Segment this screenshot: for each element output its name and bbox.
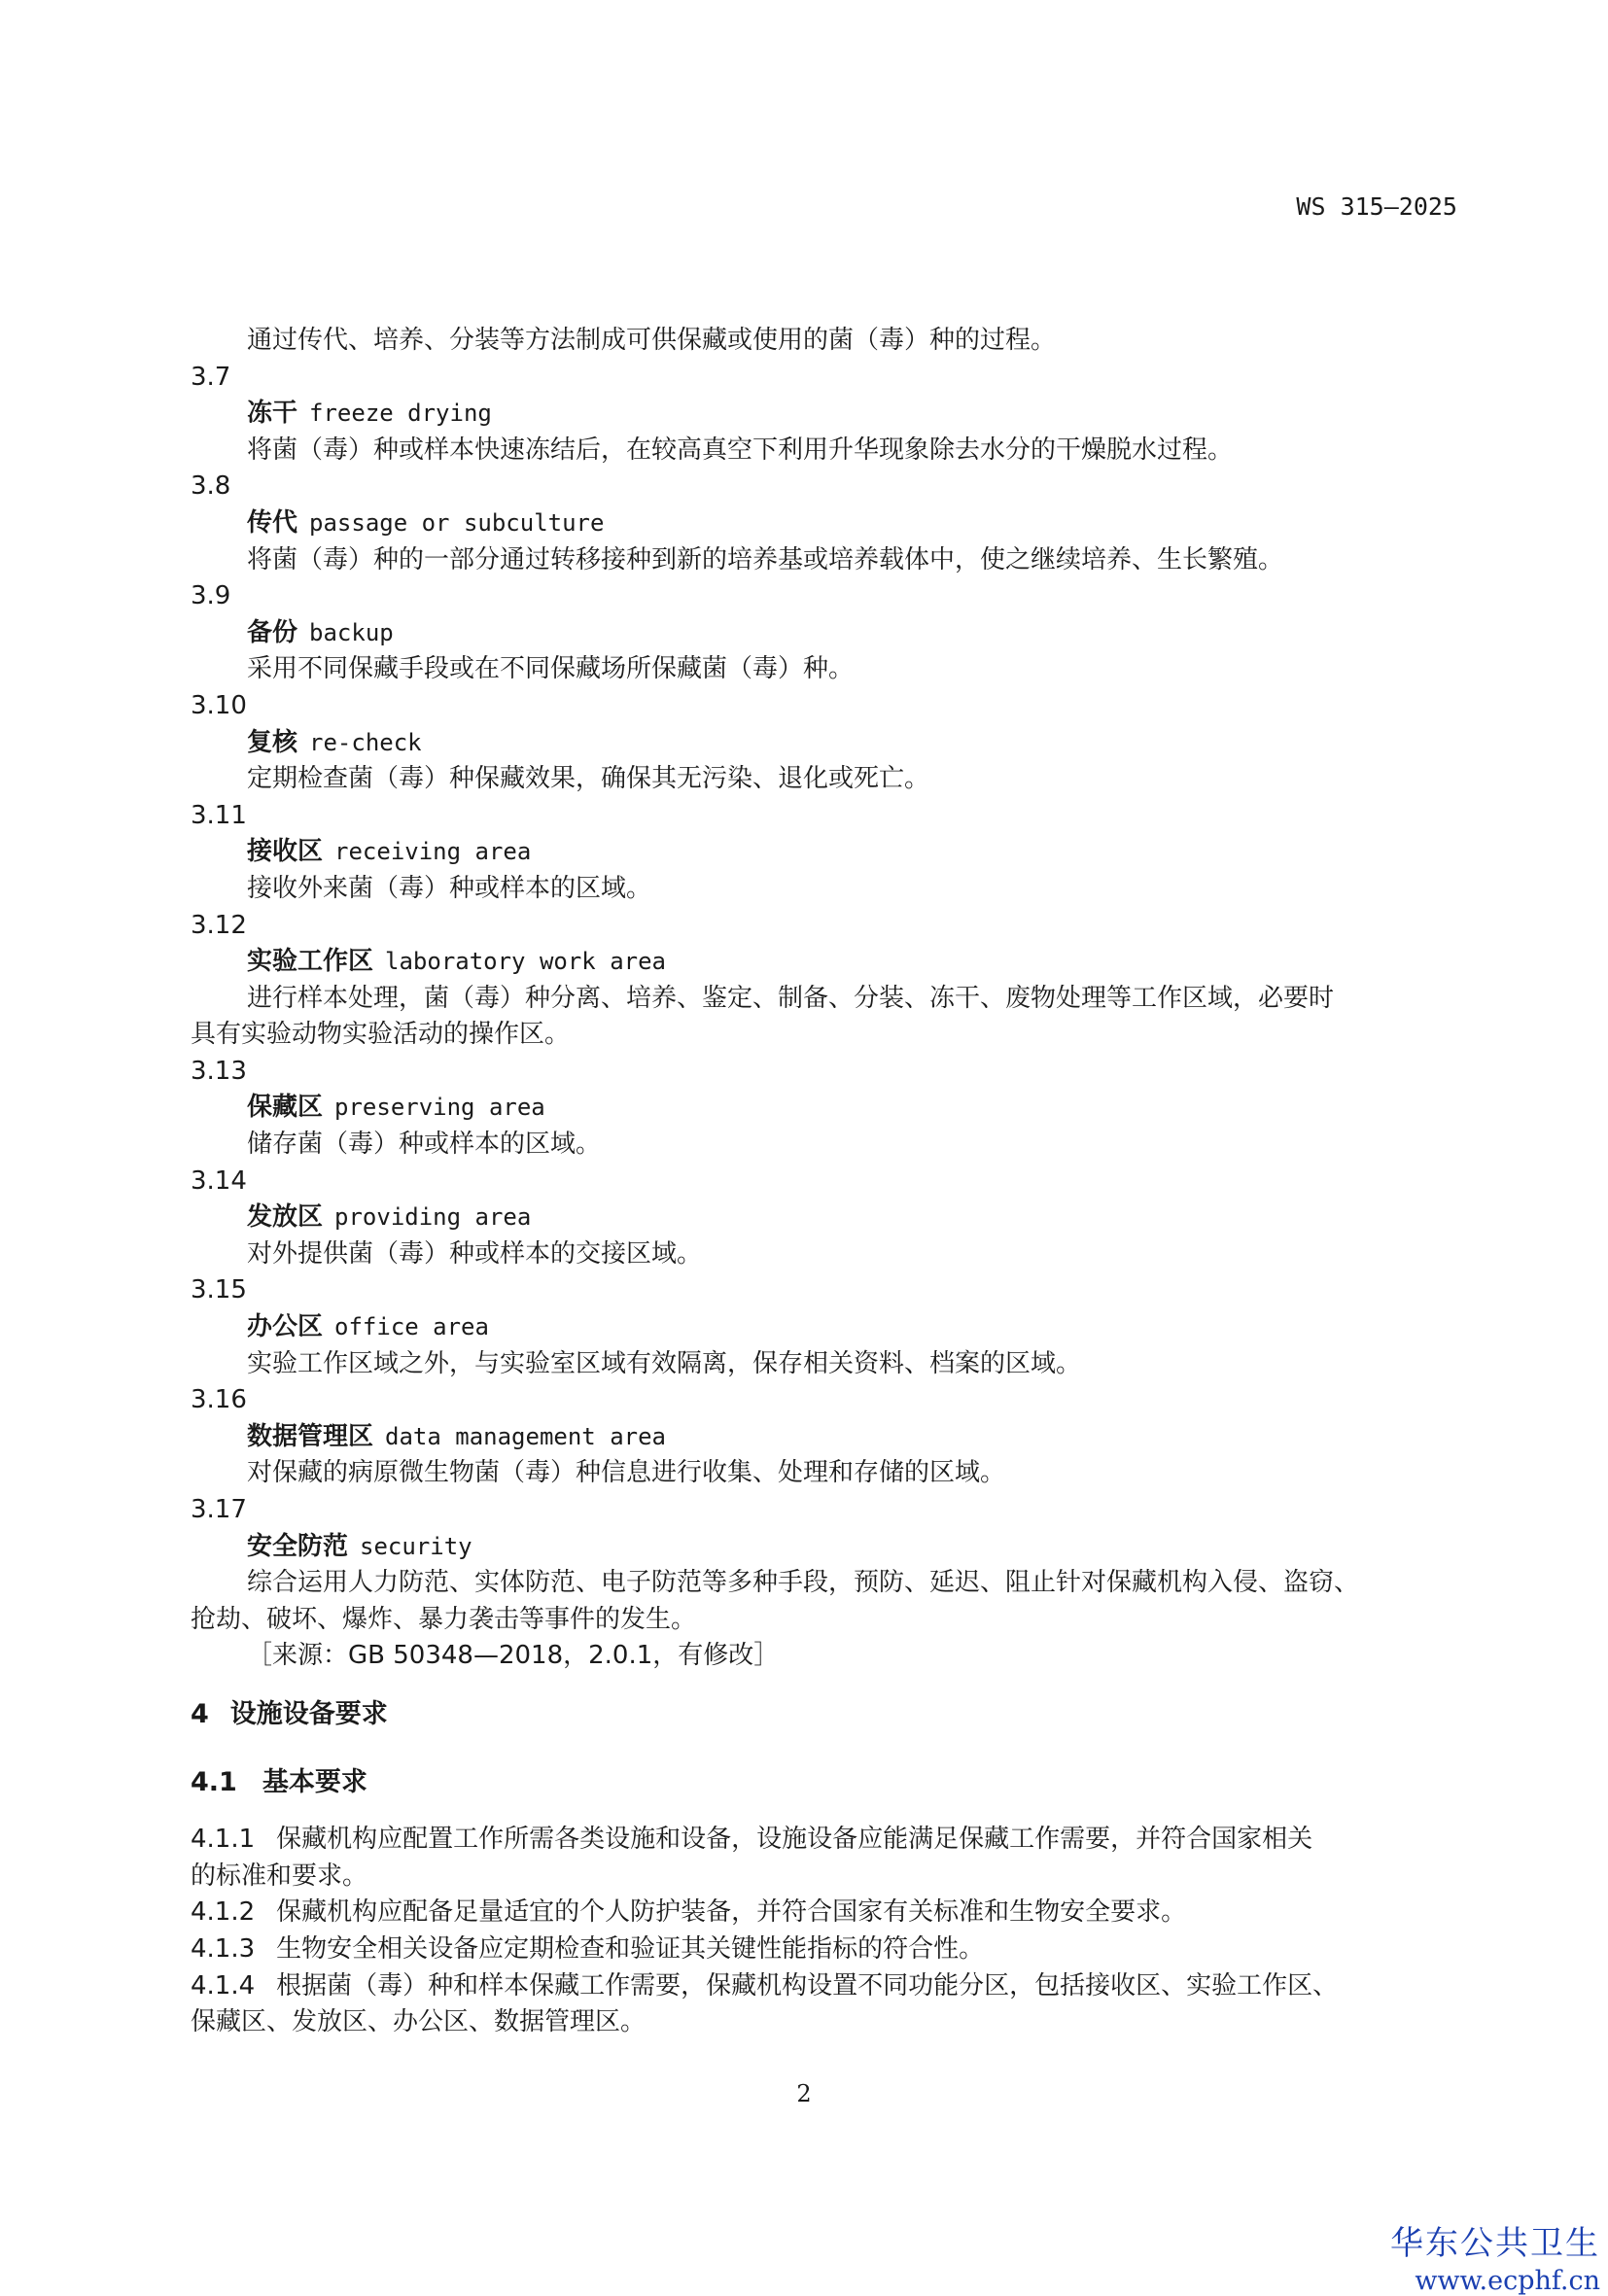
clause-number: 4.1.4: [191, 1970, 256, 2000]
clause-number: 4.1.3: [191, 1933, 256, 1964]
page-number: 2: [796, 2080, 812, 2107]
term-heading: [191, 725, 1454, 762]
term-list: [191, 360, 1454, 1675]
clause-text: 的标准和要求。: [191, 1861, 368, 1891]
term-definition: 具有实验动物实验活动的操作区。: [191, 1020, 571, 1050]
term-heading: [191, 1200, 1454, 1236]
clause: [191, 1822, 1454, 1895]
term-heading: [191, 1090, 1454, 1127]
term-number: 3.11: [191, 800, 247, 830]
term-en: providing area: [334, 1203, 532, 1232]
term-definition: 将菌（毒）种的一部分通过转移接种到新的培养基或培养载体中，使之继续培养、生长繁殖。: [247, 544, 1284, 574]
term-number: 3.9: [191, 581, 231, 611]
term-definition: 综合运用人力防范、实体防范、电子防范等多种手段，预防、延迟、阻止针对保藏机构入侵、盗窃、: [247, 1568, 1360, 1598]
term-en: backup: [309, 618, 394, 646]
term-en: preserving area: [334, 1094, 545, 1122]
term-entry: [191, 1164, 1454, 1273]
term-en: passage or subculture: [309, 508, 605, 537]
term-en: laboratory work area: [385, 948, 666, 976]
term-number: 3.17: [191, 1495, 247, 1524]
term-number: 3.12: [191, 910, 247, 940]
clause: [191, 1931, 1454, 1968]
subsection-heading: [191, 1764, 1454, 1801]
term-definition: 将菌（毒）种或样本快速冻结后，在较高真空下利用升华现象除去水分的干燥脱水过程。: [247, 435, 1234, 465]
term-zh: 保藏区: [247, 1093, 324, 1123]
term-entry: [191, 1054, 1454, 1164]
term-zh: 发放区: [247, 1202, 324, 1233]
term-entry: [191, 688, 1454, 798]
section-heading: [191, 1696, 1454, 1733]
watermark-url: www.ecphf.cn: [1415, 2266, 1600, 2296]
clause-text: 生物安全相关设备应定期检查和验证其关键性能指标的符合性。: [276, 1933, 985, 1964]
term-en: re-check: [309, 728, 422, 756]
term-definition: 实验工作区域之外，与实验室区域有效隔离，保存相关资料、档案的区域。: [247, 1348, 1082, 1378]
term-heading: [191, 505, 1454, 542]
term-entry: [191, 469, 1454, 578]
term-definition: 定期检查菌（毒）种保藏效果，确保其无污染、退化或死亡。: [247, 764, 930, 794]
term-zh: 复核: [247, 727, 298, 757]
term-source: ［来源：GB 50348—2018，2.0.1，有修改］: [247, 1641, 780, 1671]
term-definition: 接收外来菌（毒）种或样本的区域。: [247, 873, 652, 903]
intro-line: 通过传代、培养、分装等方法制成可供保藏或使用的菌（毒）种的过程。: [247, 326, 1057, 355]
clause-line: [191, 2004, 1454, 2041]
term-en: data management area: [385, 1422, 666, 1450]
term-heading: [191, 834, 1454, 871]
subsection-title: 基本要求: [262, 1766, 367, 1797]
watermark: [1390, 2216, 1600, 2296]
clause: [191, 1895, 1454, 1931]
term-en: office area: [334, 1313, 489, 1341]
clause-number: 4.1.2: [191, 1897, 256, 1928]
section-title: 设施设备要求: [229, 1698, 388, 1729]
clause-text: 根据菌（毒）种和样本保藏工作需要，保藏机构设置不同功能分区，包括接收区、实验工作区、: [276, 1970, 1339, 2000]
term-entry: [191, 360, 1454, 470]
term-zh: 接收区: [247, 837, 324, 867]
clause: [191, 1968, 1454, 2041]
subsection-number: 4.1: [191, 1766, 237, 1797]
clause-text: 保藏机构应配备足量适宜的个人防护装备，并符合国家有关标准和生物安全要求。: [276, 1897, 1187, 1928]
term-definition: 抢劫、破坏、爆炸、暴力袭击等事件的发生。: [191, 1604, 697, 1634]
standard-code: WS 315—2025: [1296, 192, 1457, 221]
term-number: 3.8: [191, 471, 231, 502]
term-definition: 对外提供菌（毒）种或样本的交接区域。: [247, 1238, 703, 1269]
term-zh: 实验工作区: [247, 947, 374, 977]
term-heading: [191, 1419, 1454, 1456]
term-en: receiving area: [334, 838, 532, 866]
clause-line: [191, 1931, 1454, 1968]
term-definition: 采用不同保藏手段或在不同保藏场所保藏菌（毒）种。: [247, 654, 855, 684]
term-heading: [191, 396, 1454, 433]
term-number: 3.13: [191, 1056, 247, 1086]
term-number: 3.10: [191, 690, 247, 720]
term-entry: [191, 1382, 1454, 1492]
clause-line: [191, 1968, 1454, 2005]
document-body: [191, 323, 1454, 2041]
section-4: [191, 1696, 1454, 2041]
term-entry: [191, 798, 1454, 908]
watermark-name: 华东公共卫生: [1390, 2224, 1600, 2263]
clause-line: [191, 1895, 1454, 1931]
term-zh: 传代: [247, 507, 298, 538]
term-zh: 冻干: [247, 399, 298, 429]
term-zh: 办公区: [247, 1312, 324, 1342]
term-zh: 数据管理区: [247, 1421, 374, 1451]
term-heading: [191, 615, 1454, 652]
term-definition: 对保藏的病原微生物菌（毒）种信息进行收集、处理和存储的区域。: [247, 1458, 1006, 1488]
term-entry: [191, 1272, 1454, 1382]
clause-text: 保藏区、发放区、办公区、数据管理区。: [191, 2007, 647, 2037]
term-entry: [191, 1492, 1454, 1675]
term-definition: 进行样本处理，菌（毒）种分离、培养、鉴定、制备、分装、冻干、废物处理等工作区域，必要时: [247, 983, 1335, 1013]
term-definition: 储存菌（毒）种或样本的区域。: [247, 1130, 602, 1160]
clause-text: 保藏机构应配置工作所需各类设施和设备，设施设备应能满足保藏工作需要，并符合国家相关: [276, 1825, 1313, 1855]
term-heading: [191, 1529, 1454, 1566]
clause-line: [191, 1859, 1454, 1896]
term-number: 3.15: [191, 1275, 247, 1305]
term-zh: 备份: [247, 617, 298, 647]
term-en: freeze drying: [309, 400, 492, 428]
term-heading: [191, 1309, 1454, 1346]
term-entry: [191, 578, 1454, 688]
term-number: 3.7: [191, 362, 231, 392]
term-entry: [191, 908, 1454, 1054]
term-heading: [191, 944, 1454, 981]
term-en: security: [360, 1532, 472, 1560]
clause-line: [191, 1822, 1454, 1859]
term-zh: 安全防范: [247, 1531, 349, 1561]
clause-number: 4.1.1: [191, 1825, 256, 1855]
term-number: 3.14: [191, 1165, 247, 1196]
section-number: 4: [191, 1698, 209, 1729]
term-number: 3.16: [191, 1385, 247, 1415]
